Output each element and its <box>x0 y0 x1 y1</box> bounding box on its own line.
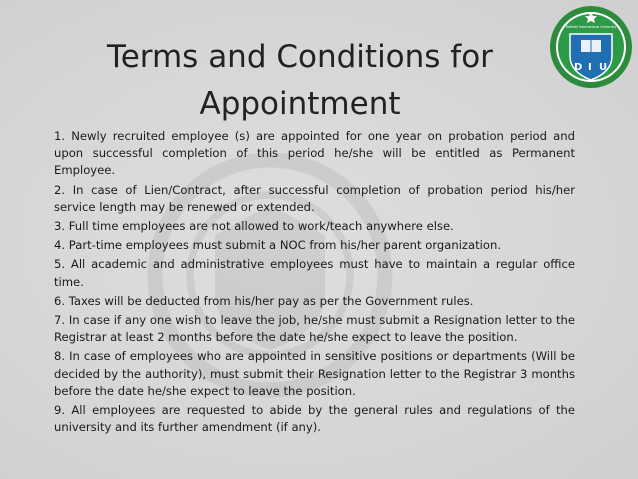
page-title: Terms and Conditions for Appointment <box>107 39 493 122</box>
university-logo <box>548 4 634 90</box>
logo-letter-u: U <box>599 62 608 73</box>
terms-list <box>54 128 575 438</box>
term-item-5: 5. All academic and administrative employees must have to maintain a regular office time. <box>54 257 575 289</box>
term-item-2: 2. In case of Lien/Contract, after successful completion of probation period his/her service length may be renewed or extended. <box>54 182 575 214</box>
term-item-3: 3. Full time employees are not allowed to work/teach anywhere else. <box>54 219 454 234</box>
term-item-6: 6. Taxes will be deducted from his/her pay as per the Government rules. <box>54 293 474 308</box>
logo-letter-i: I <box>588 62 592 73</box>
term-item-1: 1. Newly recruited employee (s) are appointed for one year on probation period and upon successful completion of this period he/she will be entitled as Permanent Employee. <box>54 129 575 178</box>
term-item-7: 7. In case if any one wish to leave the job, he/she must submit a Resignation letter to the Registrar at least 2 months before the date he/she expect to leave the position. <box>54 313 575 345</box>
logo-top-text: Daffodil International University <box>565 25 617 29</box>
university-shield-icon <box>548 4 634 90</box>
logo-letter-d: D <box>574 62 583 73</box>
term-item-4: 4. Part-time employees must submit a NOC from his/her parent organization. <box>54 238 501 253</box>
term-item-9: 9. All employees are requested to abide by the general rules and regulations of the university and its further amendment (if any). <box>54 403 575 435</box>
term-item-8: 8. In case of employees who are appointed in sensitive positions or departments (Will be decided by the authority), must submit their Resignation letter to the Registrar 3 months before the date he/she expect to leave the position. <box>54 349 575 398</box>
